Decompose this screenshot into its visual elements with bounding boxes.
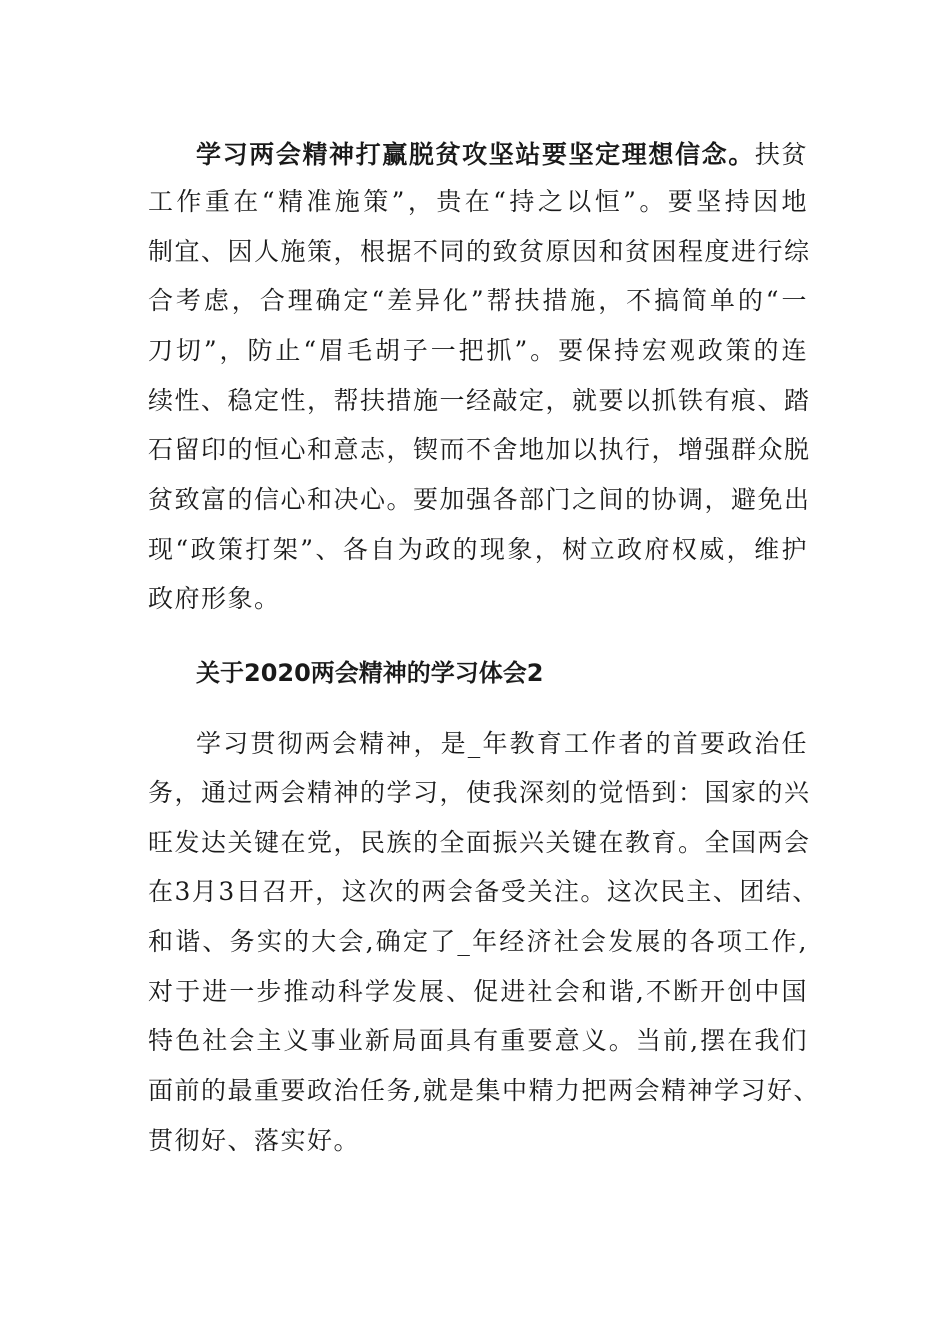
paragraph-2-line-1: 学习贯彻两会精神，是_年教育工作者的首要政治任 (196, 729, 808, 758)
paragraph-1-line-3: 制宜、因人施策，根据不同的致贫原因和贫困程度进行综 (148, 237, 811, 266)
section-heading: 关于2020两会精神的学习体会2 (196, 659, 544, 687)
paragraph-1-line-6: 续性、稳定性，帮扶措施一经敲定，就要以抓铁有痕、踏 (148, 386, 811, 415)
paragraph-1-lead-bold: 学习两会精神打赢脱贫攻坚站要坚定理想信念。 (196, 140, 755, 169)
paragraph-1-line-2: 工作重在“精准施策”，贵在“持之以恒”。要坚持因地 (148, 187, 808, 216)
paragraph-2-line-8: 面前的最重要政治任务,就是集中精力把两会精神学习好、 (148, 1076, 820, 1105)
paragraph-1-lead-rest: 扶贫 (754, 140, 808, 169)
paragraph-1-line-9: 现“政策打架”、各自为政的现象，树立政府权威，维护 (148, 535, 808, 564)
paragraph-2-line-2: 务，通过两会精神的学习，使我深刻的觉悟到：国家的兴 (148, 778, 811, 807)
paragraph-2-line-3: 旺发达关键在党，民族的全面振兴关键在教育。全国两会 (148, 828, 811, 857)
paragraph-2-line-6: 对于进一步推动科学发展、促进社会和谐,不断开创中国 (148, 977, 808, 1006)
paragraph-2-line-4: 在3月3日召开，这次的两会备受关注。这次民主、团结、 (148, 877, 819, 906)
paragraph-1-line-1 (196, 135, 808, 175)
paragraph-1-line-4: 合考虑，合理确定“差异化”帮扶措施，不搞简单的“一 (148, 286, 808, 315)
paragraph-2-line-5: 和谐、务实的大会,确定了_年经济社会发展的各项工作, (148, 927, 808, 956)
paragraph-2-line-7: 特色社会主义事业新局面具有重要意义。当前,摆在我们 (148, 1026, 808, 1055)
paragraph-2-line-9: 贯彻好、落实好。 (148, 1126, 361, 1155)
paragraph-1-line-8: 贫致富的信心和决心。要加强各部门之间的协调，避免出 (148, 485, 811, 514)
paragraph-1-line-10: 政府形象。 (148, 584, 281, 613)
paragraph-1-line-7: 石留印的恒心和意志，锲而不舍地加以执行，增强群众脱 (148, 435, 811, 464)
paragraph-1-line-5: 刀切”，防止“眉毛胡子一把抓”。要保持宏观政策的连 (148, 336, 808, 365)
